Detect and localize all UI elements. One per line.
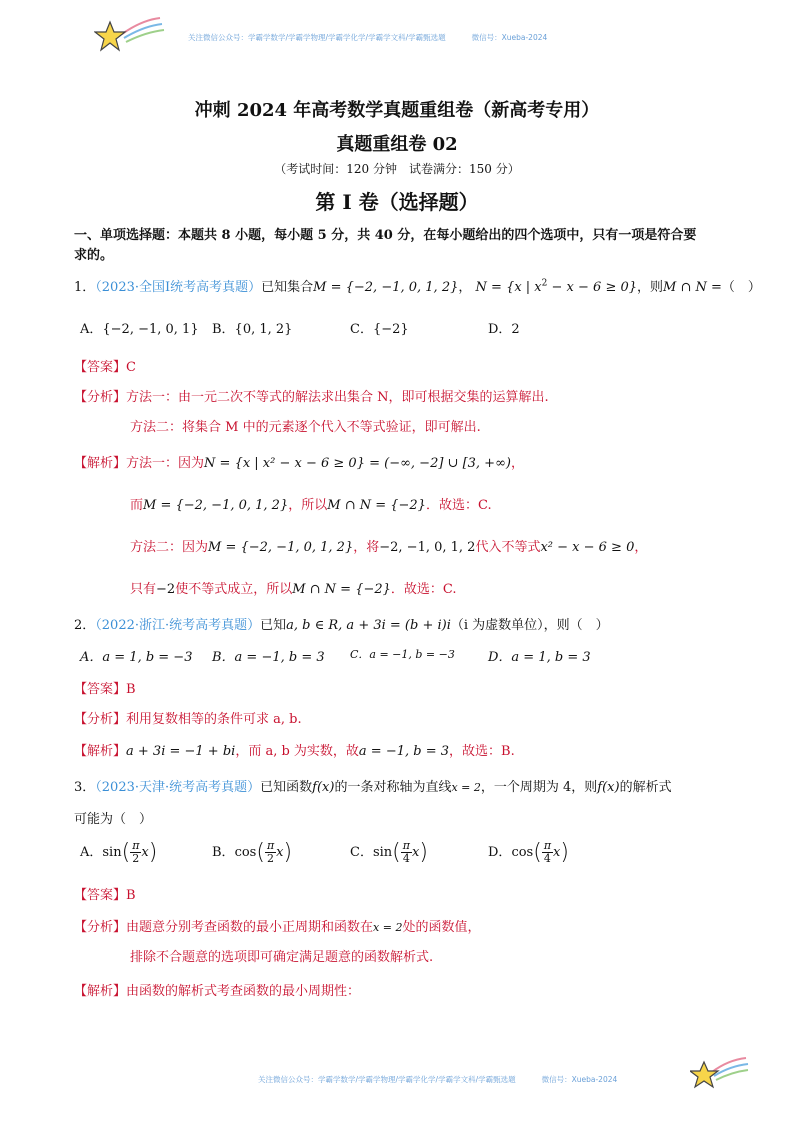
- q3-option-b-den: 2: [267, 852, 275, 865]
- q3-option-b-num: π: [266, 839, 275, 852]
- q3-option-d-label: D．: [488, 845, 512, 860]
- q2-source: （2022·浙江·统考高考真题）: [95, 618, 261, 633]
- q1-option-a: A．{−2, −1, 0, 1}: [80, 322, 199, 337]
- q2-stem: [74, 614, 609, 633]
- q3-stem-line2: 可能为（ ）: [74, 812, 153, 827]
- q1-solution-2: [130, 494, 492, 513]
- q3-solution-label: 【解析】: [74, 984, 127, 999]
- q3-option-d-num: π: [543, 839, 552, 852]
- q1-answer-value: C: [126, 360, 136, 375]
- q2-analysis-text: 利用复数相等的条件可求 a, b.: [126, 712, 302, 727]
- header-wechat-id: 微信号：Xueba-2024: [471, 33, 548, 42]
- q1-sol3-text2: ，将: [353, 540, 380, 555]
- q3-analysis-math: x = 2: [373, 921, 403, 934]
- star-decoration-icon: [94, 14, 166, 60]
- q1-comma: ，: [458, 280, 472, 295]
- q2-answer-value: B: [126, 682, 136, 697]
- q1-sol4-end: ．故选：C.: [390, 582, 457, 597]
- q3-option-c-num: π: [402, 839, 410, 852]
- q1-set-m: M = {−2, −1, 0, 1, 2}: [313, 280, 459, 295]
- q3-fx: f(x): [312, 780, 335, 795]
- q3-option-d-den: 4: [543, 852, 551, 865]
- q3-answer-label: 【答案】: [74, 888, 127, 903]
- q3-option-d: D．cos( $\frac{\pi}{4}$ x): [488, 839, 569, 865]
- q3-stem: [74, 776, 672, 795]
- q2-option-a: A．a = 1, b = −3: [80, 650, 193, 665]
- q1-option-b: B．{0, 1, 2}: [212, 322, 293, 337]
- paper-title: 冲刺 2024 年高考数学真题重组卷（新高考专用）: [194, 100, 600, 121]
- footer-text: 关注微信公众号：学霸学数学/学霸学物理/学霸学化学/学霸学文科/学霸甄选题: [258, 1075, 516, 1084]
- q3-option-d-x: x: [553, 845, 561, 860]
- q2-sol-text: ，而 a, b 为实数，故: [235, 744, 359, 759]
- q2-condition: a, b ∈ R, a + 3i = (b + i)i: [286, 618, 451, 633]
- q2-solution-label: 【解析】: [74, 744, 127, 759]
- q1-stem-text: 已知集合: [261, 280, 314, 295]
- q2-sol-math: a + 3i = −1 + bi: [126, 744, 236, 759]
- q3-option-a: A．sin( $\frac{\pi}{2}$ x): [80, 839, 158, 865]
- q1-sol2-end: ．故选：C.: [425, 498, 492, 513]
- q3-option-d-fn: cos: [511, 845, 534, 860]
- q1-sol4-value: −2: [156, 582, 176, 597]
- q3-option-b-label: B．: [212, 845, 235, 860]
- q1-analysis-2: 方法二：将集合 M 中的元素逐个代入不等式验证，即可解出.: [130, 420, 481, 435]
- q1-set-n-rest: − x − 6 ≥ 0}: [547, 280, 638, 295]
- q2-option-c: C．a = −1, b = −3: [350, 648, 455, 661]
- q3-stem-text3: ，一个周期为 4，则: [480, 780, 598, 795]
- q1-sol4-text: 只有: [130, 582, 157, 597]
- q3-analysis-text: 由题意分别考查函数的最小正周期和函数在: [126, 920, 374, 935]
- q1-sol3-math: M = {−2, −1, 0, 1, 2}: [208, 540, 354, 555]
- q1-sol3-text3: 代入不等式: [475, 540, 541, 555]
- q3-number: 3．: [74, 780, 96, 795]
- q1-analysis: [74, 386, 549, 405]
- q1-stem-then: ，则: [637, 280, 664, 295]
- q3-answer-value: B: [126, 888, 136, 903]
- q1-sol3-text: 方法二：因为: [130, 540, 209, 555]
- q1-solution-4: [130, 578, 457, 597]
- q3-source: （2023·天津·统考高考真题）: [95, 780, 261, 795]
- q2-analysis-label: 【分析】: [74, 712, 127, 727]
- q2-answer: [74, 678, 136, 697]
- q1-answer-label: 【答案】: [74, 360, 127, 375]
- q1-solution-3: [130, 536, 647, 555]
- header-text: 关注微信公众号：学霸学数学/学霸学物理/学霸学化学/学霸学文科/学霸甄选题: [188, 33, 446, 42]
- instructions-line1: 一、单项选择题：本题共 8 小题，每小题 5 分，共 40 分，在每小题给出的四个选项中，只有一项是符合要: [74, 228, 697, 243]
- section-heading: 第 I 卷（选择题）: [315, 190, 479, 214]
- q3-answer: [74, 884, 136, 903]
- q3-analysis: [74, 916, 480, 935]
- q1-sol4-math: M ∩ N = {−2}: [292, 582, 391, 597]
- q1-option-c: C．{−2}: [350, 322, 409, 337]
- q1-set-n: N = {x | x: [475, 280, 542, 295]
- q1-sol1-text: 方法一：因为: [126, 456, 205, 471]
- q3-solution: [74, 980, 360, 999]
- q3-option-a-den: 2: [132, 852, 140, 865]
- q1-blank: （ ）: [721, 280, 761, 295]
- q2-sol-end: ，故选：B.: [449, 744, 515, 759]
- exam-info: （考试时间：120 分钟 试卷满分：150 分）: [274, 162, 520, 176]
- q3-option-b-fn: cos: [234, 845, 257, 860]
- q3-option-c: C．sin( $\frac{\pi}{4}$ x): [350, 839, 428, 865]
- q2-option-d: D．a = 1, b = 3: [488, 650, 591, 665]
- q1-answer: [74, 356, 136, 375]
- q1-intersection: M ∩ N =: [663, 280, 722, 295]
- q3-option-b: B．cos( $\frac{\pi}{2}$ x): [212, 839, 293, 865]
- q2-number: 2．: [74, 618, 96, 633]
- footer-wechat-id: 微信号：Xueba-2024: [541, 1075, 618, 1084]
- instructions-line2: 求的。: [74, 248, 114, 263]
- q3-analysis-2: 排除不合题意的选项即可确定满足题意的函数解析式.: [130, 950, 434, 965]
- q1-sol4-text2: 使不等式成立，所以: [175, 582, 293, 597]
- q2-solution: [74, 740, 515, 759]
- q1-sol3-values: −2, −1, 0, 1, 2: [379, 540, 476, 555]
- q1-sol2-text2: ，所以: [288, 498, 328, 513]
- page-header: [188, 32, 547, 43]
- q3-option-a-fn: sin: [102, 845, 122, 860]
- q1-sol3-comma: ，: [634, 540, 648, 555]
- q1-number: 1．: [74, 280, 96, 295]
- q3-option-a-x: x: [141, 845, 149, 860]
- star-decoration-icon: [690, 1050, 750, 1094]
- q2-sol-math2: a = −1, b = 3: [358, 744, 450, 759]
- q3-axis: x = 2: [451, 781, 481, 794]
- q2-analysis: [74, 708, 302, 727]
- q1-sol2-math2: M ∩ N = {−2}: [327, 498, 426, 513]
- page-footer: [258, 1074, 617, 1085]
- q2-answer-label: 【答案】: [74, 682, 127, 697]
- q1-solution-label: 【解析】: [74, 456, 127, 471]
- q3-stem-text2: 的一条对称轴为直线: [334, 780, 452, 795]
- q3-option-c-fn: sin: [372, 845, 393, 860]
- q3-option-c-den: 4: [402, 852, 410, 865]
- q3-analysis-text2: 处的函数值，: [402, 920, 481, 935]
- q1-source: （2023·全国Ⅰ统考高考真题）: [95, 280, 262, 295]
- q1-option-d: D．2: [488, 322, 520, 337]
- q3-option-c-label: C．: [350, 845, 373, 860]
- q1-sol1-math: N = {x | x² − x − 6 ≥ 0} = (−∞, −2] ∪ [3, +∞): [204, 456, 511, 471]
- q1-stem: 1．（2023·全国Ⅰ统考高考真题）已知集合M = {−2, −1, 0, 1, 2}， N = {x | $x^2 - x - 6 \ge 0$}，则M ∩ N =（ ）: [74, 278, 761, 295]
- q1-sol2-text: 而: [130, 498, 144, 513]
- q3-option-b-x: x: [276, 845, 284, 860]
- q3-option-a-num: π: [132, 839, 140, 852]
- q1-analysis-label: 【分析】: [74, 390, 127, 405]
- q1-sol2-math: M = {−2, −1, 0, 1, 2}: [143, 498, 289, 513]
- q2-stem-end: （i 为虚数单位），则（ ）: [450, 618, 609, 633]
- q1-solution-1: [74, 452, 524, 471]
- q3-stem-text4: 的解析式: [619, 780, 672, 795]
- q3-analysis-label: 【分析】: [74, 920, 127, 935]
- q3-solution-text: 由函数的解析式考查函数的最小周期性：: [126, 984, 361, 999]
- q3-option-c-x: x: [411, 845, 420, 860]
- q3-fx2: f(x): [597, 780, 620, 795]
- q1-sol1-comma: ，: [510, 456, 524, 471]
- q3-option-a-label: A．: [80, 845, 103, 860]
- q1-analysis-1: 方法一：由一元二次不等式的解法求出集合 N，即可根据交集的运算解出.: [126, 390, 549, 405]
- q1-sol3-ineq: x² − x − 6 ≥ 0: [540, 540, 635, 555]
- q2-option-b: B．a = −1, b = 3: [212, 650, 325, 665]
- q2-stem-text: 已知: [260, 618, 287, 633]
- paper-subtitle: 真题重组卷 02: [336, 134, 458, 155]
- q3-stem-text: 已知函数: [260, 780, 313, 795]
